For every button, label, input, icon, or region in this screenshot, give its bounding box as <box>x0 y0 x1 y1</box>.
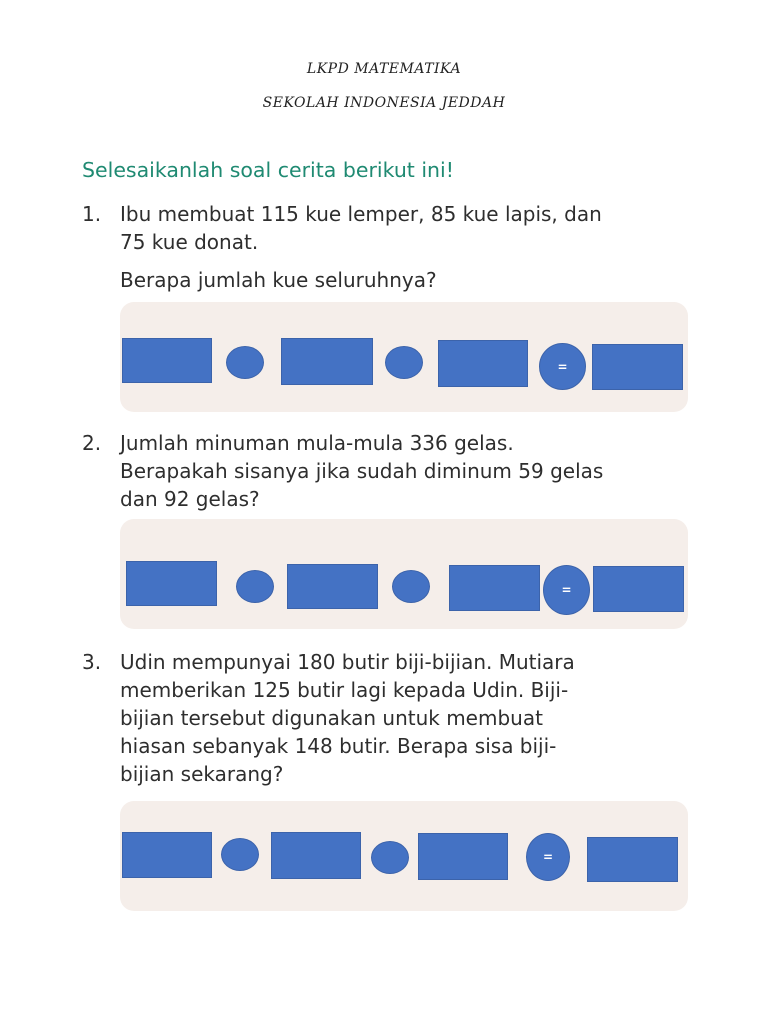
answer-box[interactable] <box>281 338 373 385</box>
answer-box[interactable] <box>587 837 678 882</box>
equals-circle: = <box>539 343 586 390</box>
question-line: memberikan 125 butir lagi kepada Udin. Biji- <box>120 678 569 702</box>
answer-panel-3 <box>120 801 688 911</box>
question-line: hiasan sebanyak 148 butir. Berapa sisa biji- <box>120 734 557 758</box>
answer-box[interactable] <box>126 561 217 606</box>
question-number: 3. <box>82 650 102 674</box>
question-line: Ibu membuat 115 kue lemper, 85 kue lapis, dan <box>120 202 602 226</box>
question-line: Berapakah sisanya jika sudah diminum 59 gelas <box>120 459 604 483</box>
question-text <box>120 200 700 294</box>
operator-circle[interactable] <box>226 346 264 379</box>
answer-box[interactable] <box>449 565 540 611</box>
question-line: dan 92 gelas? <box>120 487 260 511</box>
answer-box[interactable] <box>122 338 212 383</box>
question-line: Udin mempunyai 180 butir biji-bijian. Mutiara <box>120 650 575 674</box>
answer-box[interactable] <box>592 344 683 390</box>
operator-circle[interactable] <box>385 346 423 379</box>
equals-circle: = <box>543 565 590 615</box>
question-prompt: Berapa jumlah kue seluruhnya? <box>120 268 437 292</box>
question-line: bijian tersebut digunakan untuk membuat <box>120 706 543 730</box>
answer-box[interactable] <box>593 566 684 612</box>
question-1 <box>0 200 768 290</box>
answer-panel-2 <box>120 519 688 629</box>
answer-box[interactable] <box>418 833 508 880</box>
school-name: SEKOLAH INDONESIA JEDDAH <box>262 95 506 111</box>
question-text <box>120 429 700 513</box>
answer-box[interactable] <box>438 340 528 387</box>
question-3 <box>0 648 768 798</box>
question-number: 2. <box>82 431 102 455</box>
operator-circle[interactable] <box>371 841 409 874</box>
operator-circle[interactable] <box>392 570 430 603</box>
operator-circle[interactable] <box>236 570 274 603</box>
answer-box[interactable] <box>122 832 212 878</box>
operator-circle[interactable] <box>221 838 259 871</box>
question-2 <box>0 429 768 519</box>
question-line: 75 kue donat. <box>120 230 259 254</box>
equals-circle: = <box>526 833 570 881</box>
answer-box[interactable] <box>287 564 378 609</box>
question-text <box>120 648 700 788</box>
instruction-heading: Selesaikanlah soal cerita berikut ini! <box>82 158 454 182</box>
question-line: bijian sekarang? <box>120 762 284 786</box>
answer-panel-1 <box>120 302 688 412</box>
question-line: Jumlah minuman mula-mula 336 gelas. <box>120 431 514 455</box>
question-number: 1. <box>82 202 102 226</box>
worksheet-title: LKPD MATEMATIKA <box>306 61 462 77</box>
answer-box[interactable] <box>271 832 361 879</box>
